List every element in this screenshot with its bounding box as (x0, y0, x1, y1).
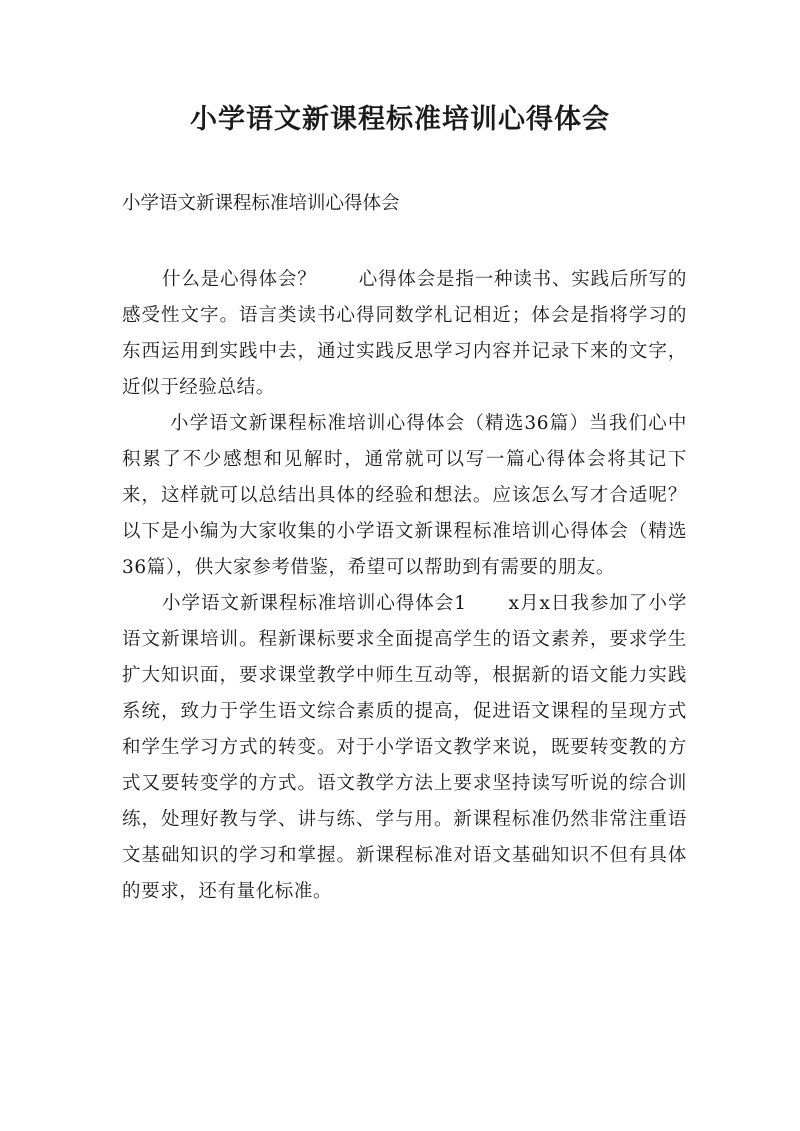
document-body (122, 262, 687, 910)
paragraph-text: x月x日我参加了小学语文新课培训。程新课标要求全面提高学生的语文素养，要求学生扩大知识面，要求课堂教学中师生互动等，根据新的语文能力实践系统，致力于学生语文综合素质的提高，促进语文课程的呈现方式和学生学习方式的转变。对于小学语文教学来说，既要转变教的方式又要转变学的方式。语文教学方法上要求坚持读写听说的综合训练，处理好教与学、讲与练、学与用。新课程标准仍然非常注重语文基础知识的学习和掌握。新课程标准对语文基础知识不但有具体的要求，还有量化标准。 (122, 593, 687, 902)
paragraph-lead: 小学语文新课程标准培训心得体会1 (162, 593, 467, 614)
document-subtitle: 小学语文新课程标准培训心得体会 (122, 193, 400, 214)
document-title: 小学语文新课程标准培训心得体会 (190, 104, 610, 135)
paragraph-article-1 (122, 586, 687, 910)
paragraph-text: 小学语文新课程标准培训心得体会（精选36篇）当我们心中积累了不少感想和见解时，通常就可以写一篇心得体会将其记下来，这样就可以总结出具体的经验和想法。应该怎么写才合适呢？以下是小编为大家收集的小学语文新课程标准培训心得体会（精选36篇），供大家参考借鉴，希望可以帮助到有需要的朋友。 (122, 413, 687, 578)
paragraph-definition (122, 262, 687, 406)
paragraph-lead: 什么是心得体会？ (162, 269, 317, 290)
paragraph-introduction (122, 406, 687, 586)
paragraph-text: 心得体会是指一种读书、实践后所写的感受性文字。语言类读书心得同数学札记相近；体会是指将学习的东西运用到实践中去，通过实践反思学习内容并记录下来的文字，近似于经验总结。 (122, 269, 687, 398)
